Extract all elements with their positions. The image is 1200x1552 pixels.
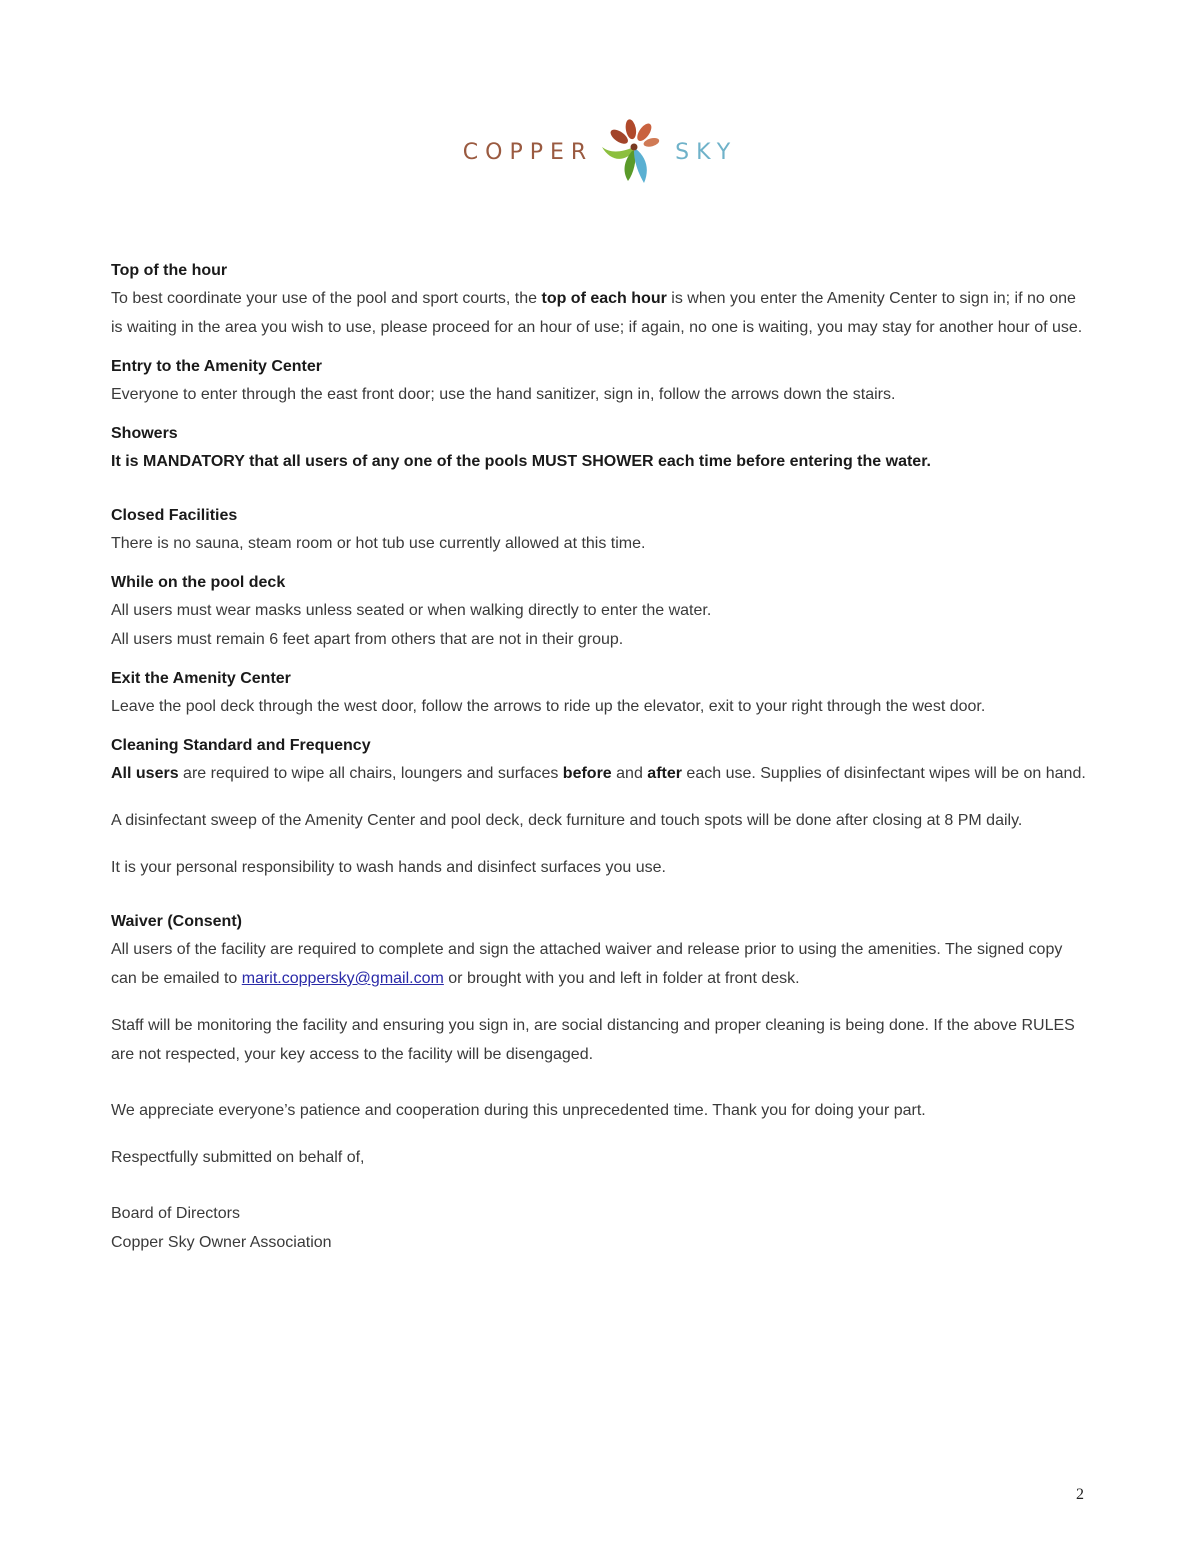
copper-sky-logo bbox=[0, 112, 1200, 192]
paragraph-cleaning-sweep: A disinfectant sweep of the Amenity Center and pool deck, deck furniture and touch spots will be done after closing at 8 PM daily. bbox=[111, 812, 1023, 829]
heading-exit: Exit the Amenity Center bbox=[111, 670, 291, 687]
paragraph-showers: It is MANDATORY that all users of any one of the pools MUST SHOWER each time before entering the water. bbox=[111, 453, 931, 470]
logo-word-sky: SKY bbox=[675, 139, 738, 165]
paragraph-cleaning-wipes: All users are required to wipe all chairs, loungers and surfaces before and after each use. Supplies of disinfectant wipes will be on hand. bbox=[111, 765, 1086, 782]
signer-board: Board of Directors bbox=[111, 1205, 240, 1222]
email-link[interactable]: marit.coppersky@gmail.com bbox=[241, 970, 444, 987]
closing-line: Respectfully submitted on behalf of, bbox=[111, 1149, 365, 1166]
paragraph-closed-facilities: There is no sauna, steam room or hot tub use currently allowed at this time. bbox=[111, 535, 646, 552]
paragraph-pool-deck-masks: All users must wear masks unless seated or when walking directly to enter the water. bbox=[111, 602, 712, 619]
paragraph-pool-deck-distance: All users must remain 6 feet apart from others that are not in their group. bbox=[111, 631, 624, 648]
paragraph-staff-monitoring: Staff will be monitoring the facility and ensuring you sign in, are social distancing and proper cleaning is being done. If the above RULES are not respected, your key access to the facility will be disengaged. bbox=[111, 1017, 1075, 1063]
signer-association: Copper Sky Owner Association bbox=[111, 1234, 332, 1251]
heading-pool-deck: While on the pool deck bbox=[111, 574, 286, 591]
heading-closed-facilities: Closed Facilities bbox=[111, 507, 238, 524]
paragraph-cleaning-responsibility: It is your personal responsibility to wash hands and disinfect surfaces you use. bbox=[111, 859, 666, 876]
paragraph-top-of-hour: To best coordinate your use of the pool and sport courts, the top of each hour is when you enter the Amenity Center to sign in; if no one is waiting in the area you wish to use, please proceed for an hour of use; if again, no one is waiting, you may stay for another hour of use. bbox=[111, 290, 1083, 336]
heading-entry: Entry to the Amenity Center bbox=[111, 358, 322, 375]
heading-top-of-hour: Top of the hour bbox=[111, 262, 228, 279]
document-body bbox=[111, 258, 1091, 1257]
logo-word-copper: COPPER bbox=[462, 139, 594, 165]
page-number: 2 bbox=[1076, 1486, 1084, 1503]
paragraph-entry: Everyone to enter through the east front door; use the hand sanitizer, sign in, follow the arrows down the stairs. bbox=[111, 386, 896, 403]
heading-waiver: Waiver (Consent) bbox=[111, 913, 242, 930]
paragraph-waiver: All users of the facility are required to complete and sign the attached waiver and release prior to using the amenities. The signed copy can be emailed to marit.coppersky@gmail.com or brought with you and left in folder at front desk. bbox=[111, 941, 1063, 987]
paragraph-exit: Leave the pool deck through the west door, follow the arrows to ride up the elevator, exit to your right through the west door. bbox=[111, 698, 986, 715]
heading-cleaning: Cleaning Standard and Frequency bbox=[111, 737, 371, 754]
paragraph-appreciation: We appreciate everyone’s patience and cooperation during this unprecedented time. Thank you for doing your part. bbox=[111, 1102, 926, 1119]
copper-sky-flower-icon bbox=[599, 117, 669, 187]
heading-showers: Showers bbox=[111, 425, 178, 442]
